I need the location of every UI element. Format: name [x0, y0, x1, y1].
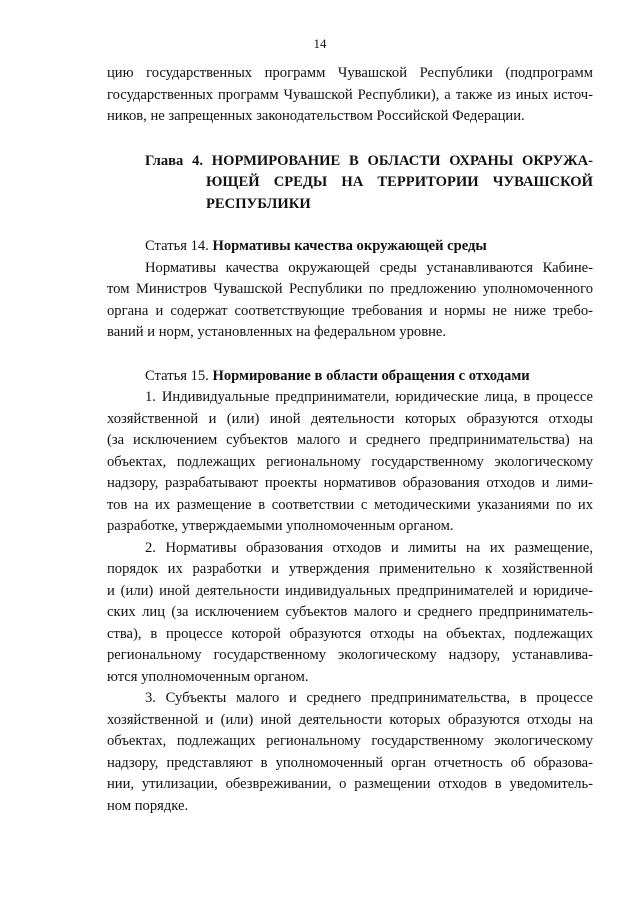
text-line: ства), в процессе которой образуются отходы на объектах, подлежащих [107, 625, 593, 642]
text-line: разработке, утверждаемыми уполномоченным органом. [107, 518, 454, 534]
text-line: тов на их размещение в соответствии с методическими указаниями по их [107, 496, 593, 513]
text-line: региональному государственному экологическому надзору, устанавлива- [107, 647, 593, 663]
text-line: хозяйственной и (или) иной деятельности которых образуются отходы [107, 410, 593, 427]
text-line: объектах, подлежащих региональному государственному экологическому [107, 453, 593, 470]
text-line: объектах, подлежащих региональному государственному экологическому [107, 733, 593, 749]
text-line: 1. Индивидуальные предприниматели, юридические лица, в процессе [145, 389, 593, 405]
text-line: Нормативы качества окружающей среды устанавливаются Кабине- [145, 259, 593, 276]
article-15-paragraph-1 [107, 387, 593, 538]
text-line: ских лиц (за исключением субъектов малого и среднего предприниматель- [107, 604, 593, 620]
article-15-paragraph-2 [107, 538, 593, 689]
chapter-heading-line: РЕСПУБЛИКИ [206, 195, 311, 212]
article-14-paragraph [107, 258, 593, 344]
article-14-heading [107, 236, 593, 258]
text-line: надзору, представляют в уполномоченный орган отчетность об образова- [107, 754, 593, 771]
chapter-heading-line: Глава 4. НОРМИРОВАНИЕ В ОБЛАСТИ ОХРАНЫ ОКРУЖА- [145, 152, 593, 169]
article-15-heading [107, 366, 593, 388]
chapter-heading [107, 150, 593, 215]
article-14-title: Нормативы качества окружающей среды [212, 238, 487, 254]
text-line: нии, утилизации, обезвреживании, о размещении отходов в уведомитель- [107, 776, 593, 792]
text-line: порядок их разработки и утверждения применительно к хозяйственной [107, 561, 593, 577]
text-line: ваний и норм, установленных на федеральном уровне. [107, 324, 447, 340]
page-number: 14 [313, 36, 327, 51]
article-15-prefix: Статья 15. [145, 367, 213, 384]
intro-paragraph [107, 63, 593, 128]
article-14-prefix: Статья 14. [145, 238, 213, 254]
text-line: 2. Нормативы образования отходов и лимиты на их размещение, [145, 539, 593, 556]
text-line: ников, не запрещенных законодательством Российской Федерации. [107, 108, 525, 124]
chapter-heading-line: ЮЩЕЙ СРЕДЫ НА ТЕРРИТОРИИ ЧУВАШСКОЙ [206, 174, 593, 190]
text-line: цию государственных программ Чувашской Республики (подпрограмм [107, 65, 593, 81]
text-line: (за исключением субъектов малого и среднего предпринимательства) на [107, 432, 593, 448]
text-line: надзору, разрабатывают проекты нормативов образования отходов и лими- [107, 475, 593, 491]
document-body [107, 63, 593, 817]
text-line: ном порядке. [107, 797, 189, 814]
text-line: ются уполномоченным органом. [107, 668, 309, 685]
text-line: том Министров Чувашской Республики по предложению уполномоченного [107, 281, 593, 297]
text-line: 3. Субъекты малого и среднего предпринимательства, в процессе [145, 690, 593, 706]
text-line: и (или) иной деятельности индивидуальных предпринимателей и юридиче- [107, 582, 593, 599]
text-line: государственных программ Чувашской Республики), а также из иных источ- [107, 86, 593, 103]
text-line: хозяйственной и (или) иной деятельности которых образуются отходы на [107, 711, 593, 728]
article-15-title: Нормирование в области обращения с отходами [212, 367, 530, 384]
text-line: органа и содержат соответствующие требования и нормы не ниже требо- [107, 302, 593, 319]
article-15-paragraph-3 [107, 688, 593, 817]
